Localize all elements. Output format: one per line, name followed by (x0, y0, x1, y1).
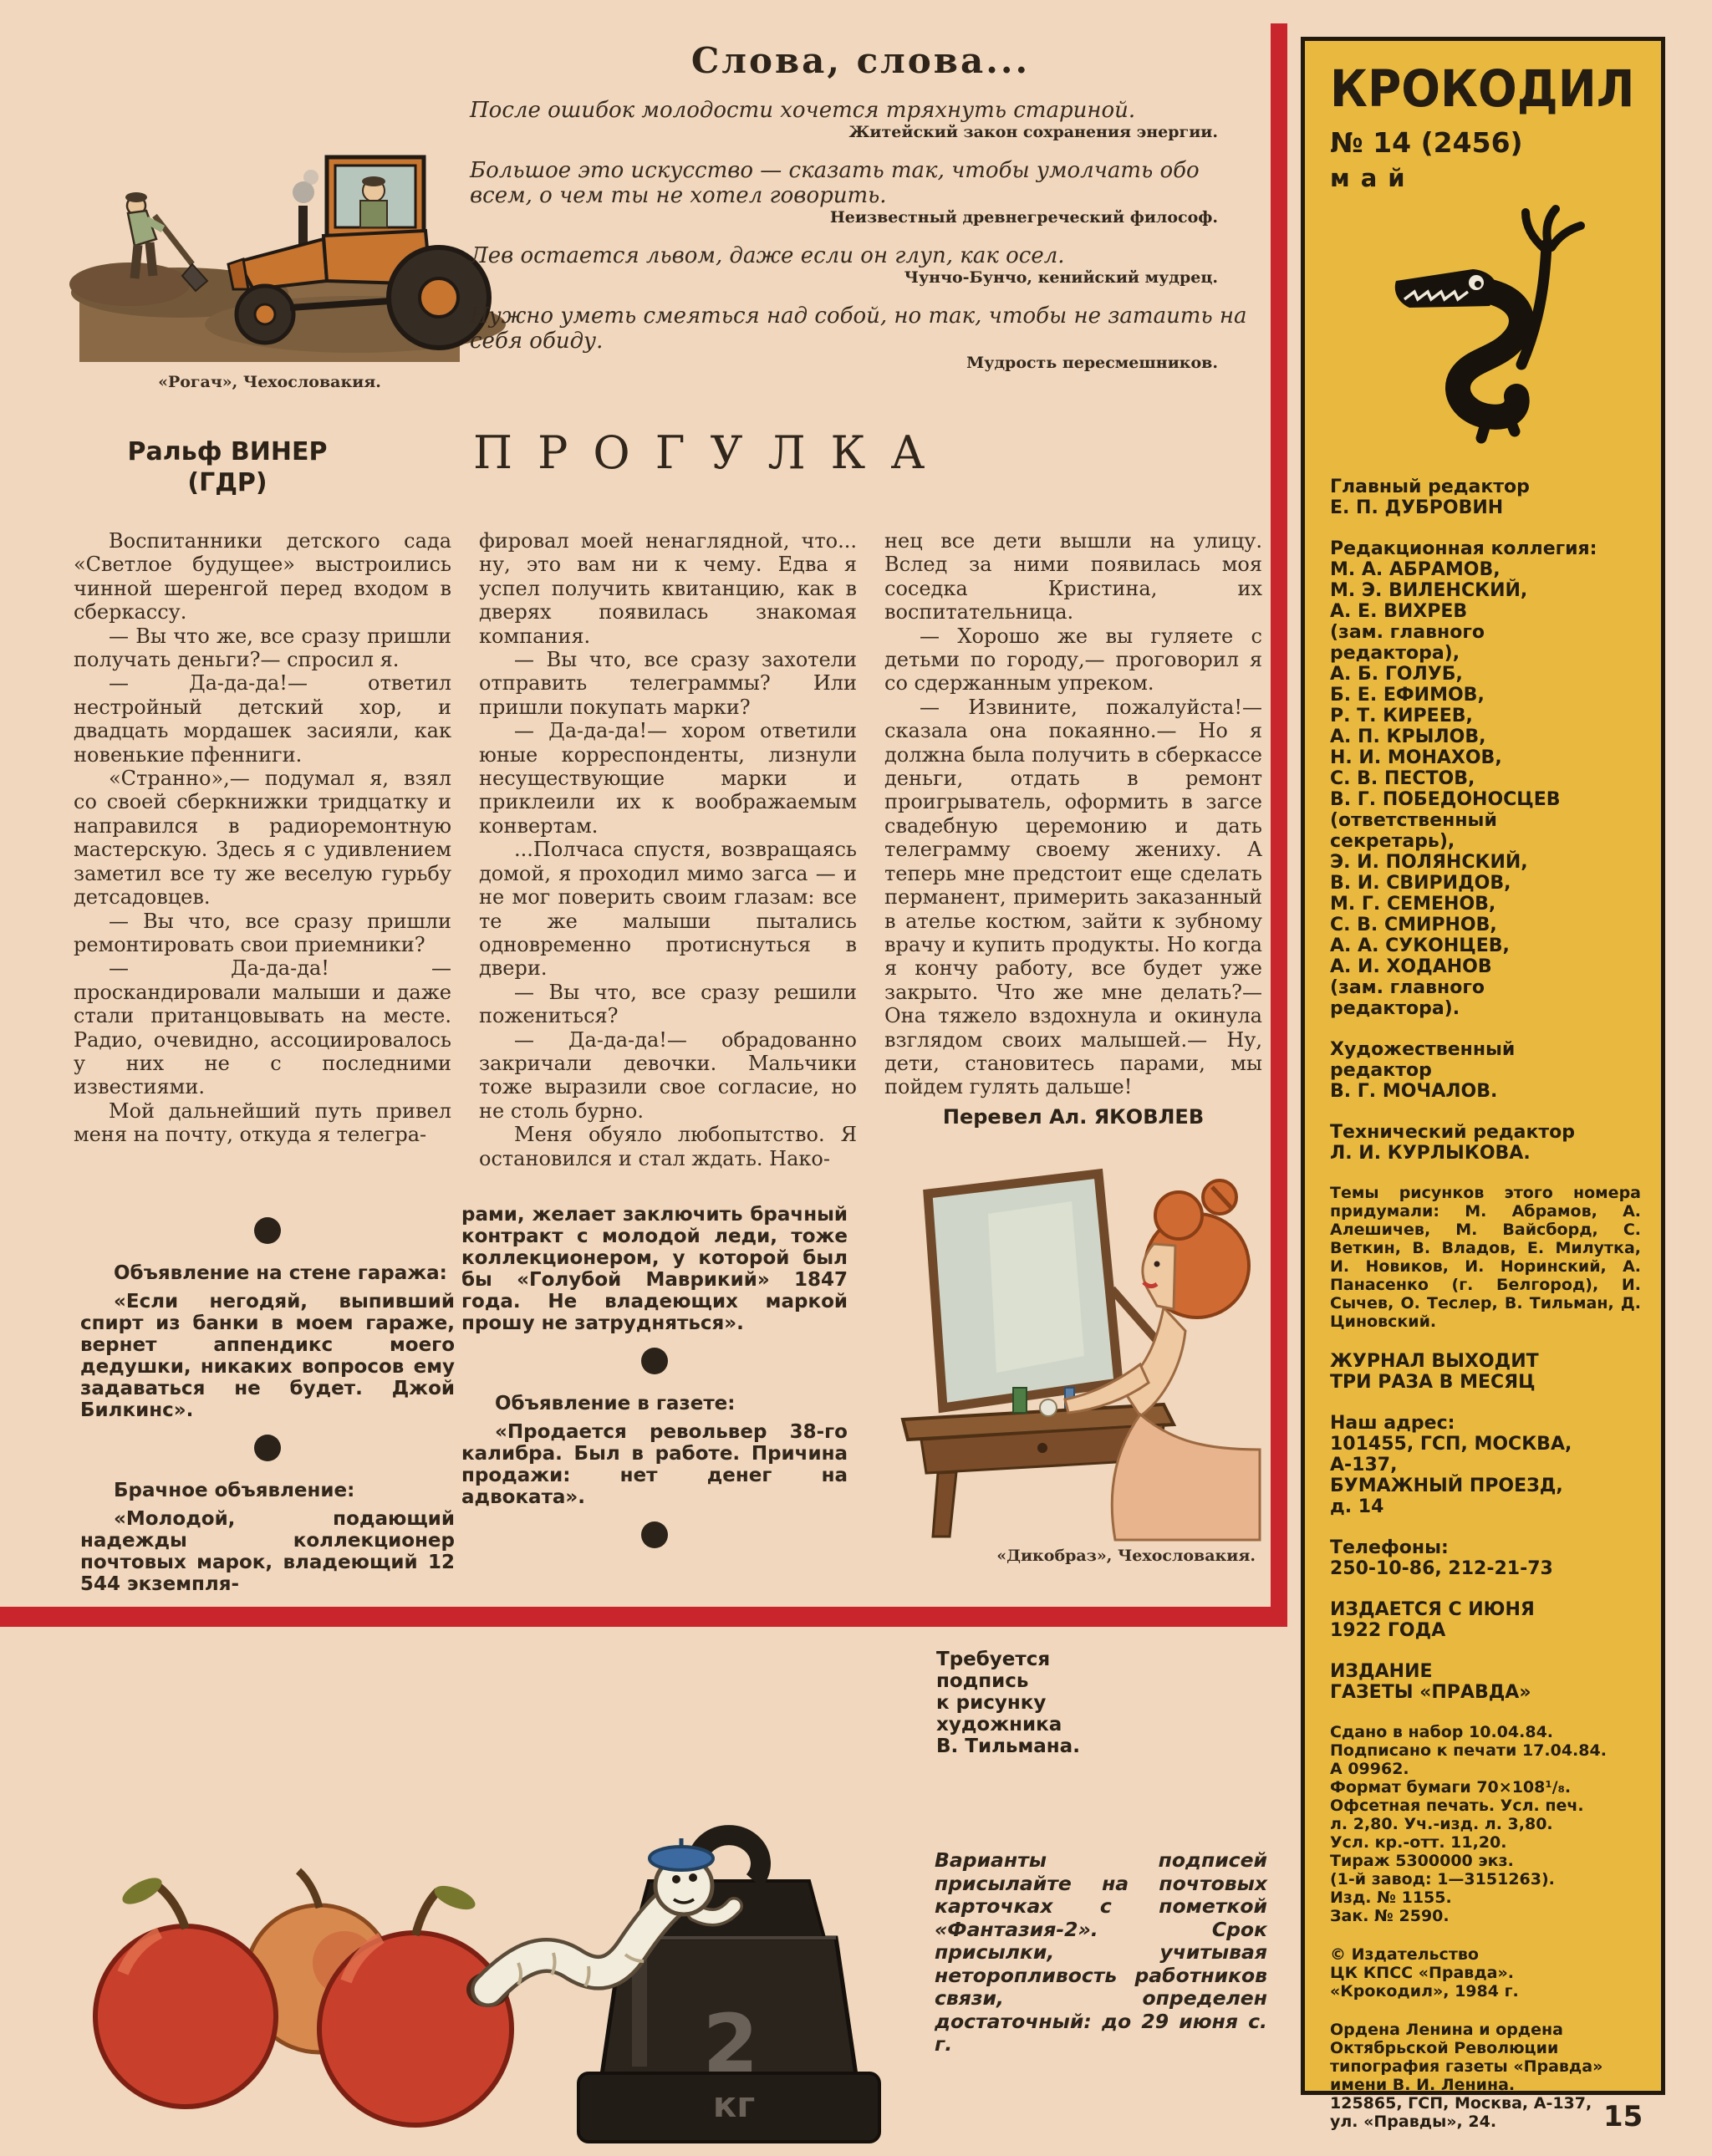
article-paragraph: — Вы что же, все сразу пришли получать деньги?— спросил я. (74, 624, 451, 672)
sidebar-line: имени В. И. Ленина. (1330, 2076, 1516, 2094)
sidebar-blocks (1330, 477, 1641, 2131)
sidebar-block (1330, 1413, 1641, 1517)
joke-text: «Если негодяй, выпивший спирт из банки в моем гараже, вернет аппендикс моего дедушки, никаких вопросов ему задаваться не будет. Джой Билкинс». (80, 1291, 455, 1421)
page-number: 15 (1603, 2100, 1643, 2133)
author-origin: (ГДР) (187, 468, 268, 497)
article-column-3 (884, 529, 1262, 1099)
quotes-list (470, 98, 1251, 372)
quote-attribution: Неизвестный древнегреческий философ. (829, 208, 1218, 227)
sidebar-line: Р. Т. КИРЕЕВ, (1330, 706, 1473, 726)
sidebar-line: Е. П. ДУБРОВИН (1330, 497, 1504, 518)
quote-attribution: Мудрость пересмешников. (966, 354, 1218, 372)
sidebar-line: Ордена Ленина и ордена (1330, 2021, 1563, 2039)
contest-heading-line: Требуется (936, 1649, 1051, 1670)
quote-item (470, 98, 1251, 141)
joke-heading: Объявление на стене гаража: (114, 1262, 447, 1284)
sidebar-line: ТРИ РАЗА В МЕСЯЦ (1330, 1372, 1536, 1393)
sidebar-block: Темы рисунков этого номера придумали: М. Абрамов, А. Алешичев, М. Вайсборд, С. Веткин, В. Владов, Е. Милутка, И. Новиков, И. Норинский, А. Панасенко (г. Белгород), И. Сычев, О. Теслер, В. Тильман, Д. Циновский. (1330, 1184, 1641, 1331)
tractor-cartoon (79, 74, 460, 362)
sidebar-block (1330, 1039, 1641, 1102)
sidebar-line: Подписано к печати 17.04.84. (1330, 1741, 1607, 1760)
issue-month: май (1330, 164, 1416, 192)
sidebar-line: БУМАЖНЫЙ ПРОЕЗД, (1330, 1476, 1563, 1496)
sidebar-block (1330, 1599, 1641, 1641)
sidebar-line: д. 14 (1330, 1496, 1384, 1517)
article-column-1 (74, 529, 451, 1147)
weight-value-label: 2 (702, 1997, 759, 2091)
sidebar-block (1330, 1351, 1641, 1393)
author-name: Ральф ВИНЕР (127, 437, 328, 466)
article-paragraph: — Да-да-да!— хором ответили юные корреспонденты, лизнули несуществующие марки и приклеили их к воображаемым конвертам. (479, 719, 857, 838)
article-paragraph: — Да-да-да! — проскандировали малыши и даже стали пританцовывать на месте. Радио, очевидно, ассоциировалось у них не с последними известиями. (74, 956, 451, 1099)
sidebar-line: А. Б. ГОЛУБ, (1330, 664, 1463, 685)
sidebar-block (1330, 538, 1641, 1019)
sidebar-line: А 09962. (1330, 1760, 1409, 1778)
sidebar-line: (ответственный (1330, 810, 1497, 831)
joke-text: «Молодой, подающий надежды коллекционер почтовых марок, владеющий 12 544 экземпля- (80, 1508, 455, 1595)
sidebar-line: Формат бумаги 70×108¹/₈. (1330, 1778, 1572, 1797)
jokes-column-right (461, 1204, 848, 1562)
sidebar-line: М. Г. СЕМЕНОВ, (1330, 894, 1496, 915)
weight-figure (578, 1835, 879, 2142)
sidebar-line: Телефоны: (1330, 1537, 1449, 1558)
article-paragraph: фировал моей ненаглядной, что... ну, это вам ни к чему. Едва я успел получить квитанцию, как в дверях появилась знакомая компания. (479, 529, 857, 648)
joke-text: рами, желает заключить брачный контракт с молодой леди, тоже коллекционером, у которой был бы «Голубой Маврикий» 1847 года. Не владеющих маркой прошу не затрудняться». (461, 1204, 848, 1334)
sidebar-line: 125865, ГСП, Москва, А-137, (1330, 2094, 1592, 2113)
quote-text: Большое это искусство — сказать так, чтобы умолчать обо всем, о чем ты не хотел говорить. (470, 158, 1200, 208)
sidebar-line: 1922 ГОДА (1330, 1620, 1446, 1641)
sidebar-line: типография газеты «Правда» (1330, 2057, 1603, 2076)
sidebar-line: ул. «Правды», 24. (1330, 2113, 1497, 2131)
sidebar-line: Зак. № 2590. (1330, 1907, 1450, 1925)
sidebar-line: М. Э. ВИЛЕНСКИЙ, (1330, 580, 1528, 601)
sidebar-block (1330, 1945, 1641, 2001)
apples-cartoon-illustration (43, 1739, 889, 2147)
sidebar-line: А. Е. ВИХРЕВ (1330, 601, 1468, 622)
sidebar-line: Н. И. МОНАХОВ, (1330, 747, 1502, 768)
sidebar-block (1330, 477, 1641, 518)
article-paragraph: нец все дети вышли на улицу. Вслед за ними появилась моя соседка Кристина, их воспитательница. (884, 529, 1262, 624)
apples-figure (95, 1871, 512, 2125)
sidebar-line: (1-й завод: 1—3151263). (1330, 1870, 1555, 1888)
sidebar-line: секретарь), (1330, 831, 1455, 852)
joke-heading: Брачное объявление: (114, 1480, 355, 1501)
sidebar-line: Изд. № 1155. (1330, 1888, 1452, 1907)
quote-item (470, 243, 1251, 287)
sidebar-block (1330, 1537, 1641, 1579)
magazine-logo-title: КРОКОДИЛ (1330, 59, 1635, 119)
article-paragraph: Воспитанники детского сада «Светлое будущее» выстроились чинной шеренгой перед входом в сберкассу. (74, 529, 451, 624)
sidebar-line: редактора). (1330, 998, 1460, 1019)
sidebar-line: ЖУРНАЛ ВЫХОДИТ (1330, 1351, 1539, 1372)
article-translator: Перевел Ал. ЯКОВЛЕВ (942, 1105, 1205, 1129)
sidebar-line: Октябрьской Революции (1330, 2039, 1559, 2057)
crocodile-logo-icon (1373, 206, 1598, 456)
article-paragraph: Меня обуяло любопытство. Я остановился и стал ждать. Нако- (479, 1123, 857, 1170)
quote-text: Лев остается львом, даже если он глуп, как осел. (470, 243, 1065, 268)
sidebar-line: Художественный (1330, 1039, 1516, 1060)
joke-text: «Продается револьвер 38-го калибра. Был в работе. Причина продажи: нет денег на адвоката». (461, 1421, 848, 1508)
contest-heading-line: подпись (936, 1670, 1029, 1692)
sidebar-line: А. И. ХОДАНОВ (1330, 956, 1492, 977)
article-paragraph: — Да-да-да!— ответил нестройный детский хор, и двадцать мордашек засияли, как новенькие пфенниги. (74, 671, 451, 767)
sidebar-line: В. Г. МОЧАЛОВ. (1330, 1081, 1498, 1102)
article-paragraph: «Странно»,— подумал я, взял со своей сберкнижки тридцатку и направился в радиоремонтную мастерскую. Здесь я с удивлением заметил все ту же веселую гурьбу детсадовцев. (74, 767, 451, 910)
quote-item (470, 303, 1251, 372)
sidebar-block (1330, 2021, 1641, 2131)
sidebar-line: (зам. главного (1330, 622, 1485, 643)
contest-heading-line: В. Тильмана. (936, 1736, 1080, 1757)
quote-item (470, 158, 1251, 227)
article-title: ПРОГУЛКА (473, 426, 950, 479)
article-paragraph: — Да-да-да!— обрадованно закричали девочки. Мальчики тоже выразили свое согласие, но не столь бурно. (479, 1027, 857, 1123)
sidebar-line: 101455, ГСП, МОСКВА, (1330, 1434, 1572, 1455)
separator-bullet-icon (254, 1217, 281, 1244)
sidebar-line: редактора), (1330, 643, 1460, 664)
sidebar-line: «Крокодил», 1984 г. (1330, 1982, 1519, 2001)
sidebar-line: В. И. СВИРИДОВ, (1330, 873, 1511, 894)
separator-bullet-icon (641, 1521, 668, 1548)
sidebar-block (1330, 1661, 1641, 1703)
sidebar-line: 250-10-86, 212-21-73 (1330, 1558, 1553, 1579)
sidebar-line: Э. И. ПОЛЯНСКИЙ, (1330, 852, 1528, 873)
sidebar-line: ИЗДАНИЕ (1330, 1661, 1433, 1682)
contest-heading-line: художника (936, 1714, 1062, 1736)
sidebar-line: С. В. СМИРНОВ, (1330, 915, 1497, 935)
sidebar-line: Технический редактор (1330, 1122, 1576, 1143)
contest-text: Варианты подписей присылайте на почтовых карточках с пометкой «Фантазия-2». Срок присылки, учитывая неторопливость работников связи, определен достаточный: до 29 июня с. г. (935, 1848, 1267, 2056)
article-paragraph: — Хорошо же вы гуляете с детьми по городу,— проговорил я со сдержанным упреком. (884, 624, 1262, 696)
sidebar-line: Офсетная печать. Усл. печ. (1330, 1797, 1584, 1815)
article-paragraph: — Вы что, все сразу захотели отправить телеграммы? Или пришли покупать марки? (479, 648, 857, 719)
sidebar-block (1330, 1723, 1641, 1925)
issue-number: № 14 (2456) (1330, 126, 1523, 159)
contest-heading-line: к рисунку (936, 1692, 1047, 1714)
sidebar-line: Сдано в набор 10.04.84. (1330, 1723, 1554, 1741)
red-horizontal-rule (0, 1607, 1287, 1627)
quote-attribution: Житейский закон сохранения энергии. (848, 123, 1218, 141)
jokes-column-left (80, 1204, 455, 1595)
sidebar-line: Тираж 5300000 экз. (1330, 1852, 1514, 1870)
tractor-caption: «Рогач», Чехословакия. (158, 373, 381, 391)
sidebar-line: © Издательство (1330, 1945, 1479, 1964)
editorial-sidebar (1301, 37, 1665, 2131)
sidebar-line: Редакционная коллегия: (1330, 538, 1597, 559)
sidebar-line: ИЗДАЕТСЯ С ИЮНЯ (1330, 1599, 1535, 1620)
article-paragraph: — Вы что, все сразу решили пожениться? (479, 980, 857, 1028)
article-paragraph: — Вы что, все сразу пришли ремонтировать свои приемники? (74, 909, 451, 956)
article-column-2 (479, 529, 857, 1170)
sidebar-line: редактор (1330, 1060, 1432, 1081)
quote-text: Нужно уметь смеяться над собой, но так, чтобы не затаить на себя обиду. (470, 303, 1247, 354)
sidebar-line: (зам. главного (1330, 977, 1485, 998)
article-paragraph: Мой дальнейший путь привел меня на почту, откуда я телегра- (74, 1098, 451, 1147)
weight-unit-label: кг (712, 2084, 756, 2125)
tractor-cartoon-illustration (79, 74, 460, 362)
article-paragraph: ...Полчаса спустя, возвращаясь домой, я проходил мимо загса — и не мог поверить своим глазам: все те же малыши пытались одновременно протиснуться в двери. (479, 838, 857, 981)
sidebar-line: Л. И. КУРЛЫКОВА. (1330, 1143, 1531, 1164)
separator-bullet-icon (641, 1348, 668, 1374)
sidebar-line: С. В. ПЕСТОВ, (1330, 768, 1475, 789)
quote-text: После ошибок молодости хочется тряхнуть стариной. (470, 98, 1136, 123)
sidebar-line: Усл. кр.-отт. 11,20. (1330, 1833, 1507, 1852)
separator-bullet-icon (254, 1435, 281, 1461)
apples-cartoon (43, 1739, 889, 2147)
mirror-cartoon-illustration (888, 1164, 1260, 1540)
article-author (74, 436, 381, 498)
sidebar-line: Б. Е. ЕФИМОВ, (1330, 685, 1485, 706)
mirror-cartoon (888, 1164, 1260, 1540)
sidebar-line: А. П. КРЫЛОВ, (1330, 726, 1486, 747)
sidebar-line: ЦК КПСС «Правда». (1330, 1964, 1514, 1982)
joke-heading: Объявление в газете: (495, 1393, 736, 1414)
quote-attribution: Чунчо-Бунчо, кенийский мудрец. (904, 268, 1218, 287)
sidebar-line: В. Г. ПОБЕДОНОСЦЕВ (1330, 789, 1561, 810)
sidebar-line: А. А. СУКОНЦЕВ, (1330, 935, 1510, 956)
sidebar-line: А-137, (1330, 1455, 1398, 1476)
sidebar-line: ГАЗЕТЫ «ПРАВДА» (1330, 1682, 1531, 1703)
article-paragraph: — Извините, пожалуйста!— сказала она покаянно.— Но я должна была получить в сберкассе деньги, отдать в ремонт проигрыватель, оформить в загсе свадебную церемонию и дать телеграмму своему жениху. А теперь мне предстоит еще сделать перманент, примерить заказанный в ателье костюм, зайти к зубному врачу и купить продукты. Но когда я кончу работу, все будет уже закрыто. Что же мне делать?— Она тяжело вздохнула и окинула взглядом своих малышей.— Ну, дети, становитесь парами, мы пойдем гулять дальше! (884, 695, 1262, 1099)
red-vertical-rule (1271, 23, 1287, 1608)
mirror-caption: «Дикобраз», Чехословакия. (996, 1547, 1256, 1565)
contest-heading (936, 1649, 1195, 1757)
sidebar-line: Главный редактор (1330, 477, 1530, 497)
quotes-section (470, 40, 1251, 372)
sidebar-line: л. 2,80. Уч.-изд. л. 3,80. (1330, 1815, 1553, 1833)
sidebar-line: Наш адрес: (1330, 1413, 1455, 1434)
quotes-title: Слова, слова... (690, 40, 1031, 81)
sidebar-block (1330, 1122, 1641, 1164)
sidebar-line: М. А. АБРАМОВ, (1330, 559, 1501, 580)
